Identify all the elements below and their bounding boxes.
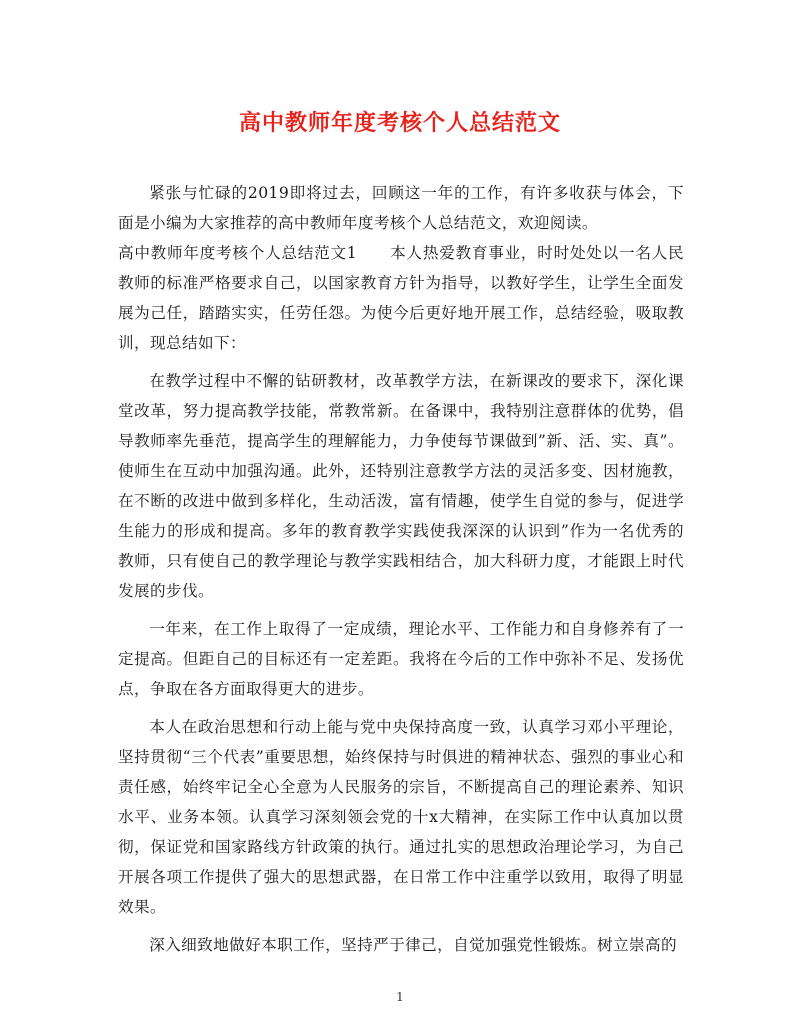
- paragraph-politics: 本人在政治思想和行动上能与党中央保持高度一致，认真学习邓小平理论，坚持贯彻“三个代表”重要思想，始终保持与时俱进的精神状态、强烈的事业心和责任感，始终牢记全心全意为人民服务的宗旨，不断提高自己的理论素养、知识水平、业务本领。认真学习深刻领会党的十x大精神，在实际工作中认真加以贯彻，保证党和国家路线方针政策的执行。通过扎实的思想政治理论学习，为自己开展各项工作提供了强大的思想武器，在日常工作中注重学以致用，取得了明显效果。: [118, 718, 684, 916]
- document-title: 高中教师年度考核个人总结范文: [238, 110, 561, 136]
- paragraph-intro: 紧张与忙碌的2019即将过去，回顾这一年的工作，有许多收获与体会，下面是小编为大家推荐的高中教师年度考核个人总结范文，欢迎阅读。: [118, 184, 684, 232]
- paragraph-section-1: 高中教师年度考核个人总结范文1 本人热爱教育事业，时时处处以一名人民教师的标准严格要求自己，以国家教育方针为指导，以教好学生，让学生全面发展为己任，踏踏实实，任劳任怨。为使今后更好地开展工作，总结经验，吸取教训，现总结如下：: [118, 244, 684, 352]
- page-number: 1: [396, 990, 404, 1004]
- paragraph-duty: 深入细致地做好本职工作，坚持严于律己，自觉加强党性锻炼。树立崇高的: [149, 936, 677, 954]
- paragraph-teaching: 在教学过程中不懈的钻研教材，改革教学方法，在新课改的要求下，深化课堂改革，努力提高教学技能，常教常新。在备课中，我特别注意群体的优势，倡导教师率先垂范，提高学生的理解能力，力争使每节课做到”新、活、实、真”。使师生在互动中加强沟通。此外，还特别注意教学方法的灵活多变、因材施教，在不断的改进中做到多样化，生动活泼，富有情趣，使学生自觉的参与，促进学生能力的形成和提高。多年的教育教学实践使我深深的认识到”作为一名优秀的教师，只有使自己的教学理论与教学实践相结合，加大科研力度，才能跟上时代发展的步伐。: [118, 372, 684, 600]
- paragraph-achievements: 一年来，在工作上取得了一定成绩，理论水平、工作能力和自身修养有了一定提高。但距自己的目标还有一定差距。我将在今后的工作中弥补不足、发扬优点，争取在各方面取得更大的进步。: [118, 620, 684, 698]
- document-body: [118, 178, 684, 968]
